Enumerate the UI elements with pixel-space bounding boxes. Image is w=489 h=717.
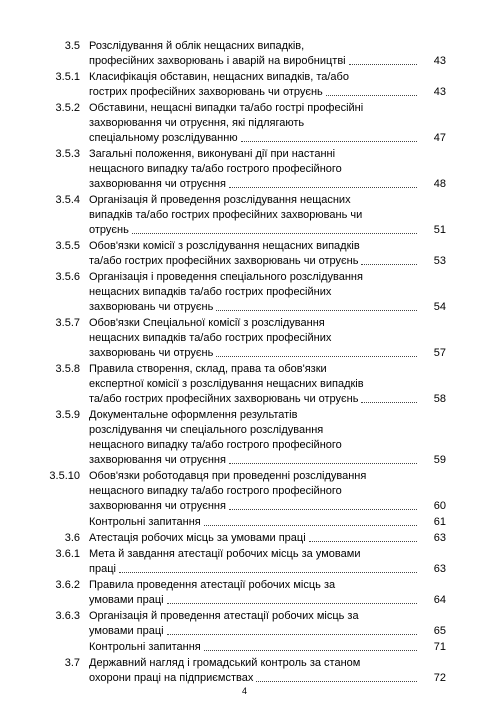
title-line: [89, 208, 420, 223]
title-text: Документальне оформлення результатів: [89, 409, 298, 421]
title-line: [89, 671, 420, 686]
dot-leader: [256, 671, 417, 682]
title-text: захворювань чи отруєнь: [89, 301, 214, 313]
section-title: [89, 270, 446, 315]
page-ref: 60: [433, 500, 446, 512]
title-text: захворювання чи отруєння: [89, 454, 226, 466]
title-line: [89, 547, 420, 562]
title-line: [89, 131, 420, 146]
dot-leader: [361, 254, 417, 265]
toc-entry: [46, 362, 446, 407]
section-number: 3.5.2: [55, 102, 80, 114]
section-title: [89, 147, 446, 192]
title-line: [89, 116, 420, 131]
page-ref: 61: [433, 516, 446, 528]
toc-entry: [46, 408, 446, 468]
title-text: охорони праці на підприємствах: [89, 672, 254, 684]
toc-entry: [46, 147, 446, 192]
section-title: [89, 515, 446, 530]
dot-leader: [229, 453, 417, 464]
title-text: Організація і проведення спеціального розслідування: [89, 271, 363, 283]
toc-entry: [46, 193, 446, 238]
section-title: [89, 239, 446, 269]
title-text: Правила проведення атестації робочих місць за: [89, 579, 336, 591]
toc-entry: [46, 515, 446, 530]
section-title: [89, 656, 446, 686]
title-line: [89, 300, 420, 315]
title-text: нещасного випадку та/або гострого професійного: [89, 485, 342, 497]
section-title: [89, 578, 446, 608]
title-line: [89, 640, 420, 655]
toc-entry: [46, 469, 446, 514]
title-line: [89, 147, 420, 162]
section-title: [89, 362, 446, 407]
dot-leader: [229, 177, 417, 188]
title-text: захворювання чи отруєння, які підлягають: [89, 117, 305, 129]
section-title: [89, 609, 446, 639]
dot-leader: [167, 624, 417, 635]
title-text: та/або гострих професійних захворювань чи отруєнь: [89, 393, 359, 405]
title-line: [89, 484, 420, 499]
title-text: Розслідування й облік нещасних випадків,: [89, 40, 305, 52]
title-line: [89, 423, 420, 438]
title-line: [89, 609, 420, 624]
toc-entry: [46, 531, 446, 546]
title-text: Державний нагляд і громадський контроль за станом: [89, 657, 361, 669]
title-text: гострих професійних захворювань чи отруєнь: [89, 86, 323, 98]
section-number: 3.6: [64, 532, 80, 544]
table-of-contents: [46, 39, 446, 687]
section-title: [89, 101, 446, 146]
section-number: 3.5: [64, 40, 80, 52]
title-line: [89, 515, 420, 530]
title-line: [89, 254, 420, 269]
page-ref: 54: [433, 301, 446, 313]
section-title: [89, 70, 446, 100]
page-ref: 65: [433, 625, 446, 637]
title-text: експертної комісії з розслідування нещасних випадків: [89, 378, 364, 390]
toc-entry: [46, 316, 446, 361]
title-text: отруєнь: [89, 224, 129, 236]
title-text: Контрольні запитання: [89, 641, 201, 653]
toc-entry: [46, 101, 446, 146]
title-line: [89, 362, 420, 377]
title-line: [89, 469, 420, 484]
section-title: [89, 39, 446, 69]
section-number: [46, 640, 89, 655]
dot-leader: [216, 300, 417, 311]
title-line: [89, 270, 420, 285]
toc-entry: [46, 70, 446, 100]
section-title: [89, 469, 446, 514]
section-title: [89, 547, 446, 577]
dot-leader: [204, 515, 417, 526]
title-line: [89, 285, 420, 300]
page-ref: 51: [433, 224, 446, 236]
page-number: 4: [241, 686, 247, 696]
title-line: [89, 331, 420, 346]
toc-entry: [46, 239, 446, 269]
dot-leader: [132, 223, 417, 234]
page-ref: 43: [433, 86, 446, 98]
title-line: [89, 578, 420, 593]
section-number: 3.6.1: [55, 548, 80, 560]
title-text: Обов'язки комісії з розслідування нещасних випадків: [89, 240, 360, 252]
title-text: спеціальному розслідуванню: [89, 132, 238, 144]
title-line: [89, 223, 420, 238]
title-text: умовами праці: [89, 625, 164, 637]
title-line: [89, 101, 420, 116]
title-text: умовами праці: [89, 594, 164, 606]
title-line: [89, 392, 420, 407]
page-ref: 64: [433, 594, 446, 606]
toc-entry: [46, 39, 446, 69]
dot-leader: [309, 531, 417, 542]
title-text: нещасного випадку та/або гострого професійного: [89, 439, 342, 451]
title-text: Атестація робочих місць за умовами праці: [89, 532, 306, 544]
dot-leader: [167, 593, 417, 604]
toc-entry: [46, 578, 446, 608]
section-number: 3.5.5: [55, 240, 80, 252]
dot-leader: [241, 131, 417, 142]
dot-leader: [204, 640, 417, 651]
title-line: [89, 531, 420, 546]
title-text: Класифікація обставин, нещасних випадків, та/або: [89, 71, 349, 83]
page-ref: 72: [433, 672, 446, 684]
dot-leader: [229, 499, 417, 510]
title-line: [89, 39, 420, 54]
title-line: [89, 408, 420, 423]
section-number: 3.5.8: [55, 363, 80, 375]
dot-leader: [361, 392, 417, 403]
page-ref: 58: [433, 393, 446, 405]
dot-leader: [326, 85, 417, 96]
title-line: [89, 453, 420, 468]
title-text: Мета й завдання атестації робочих місць за умовами: [89, 548, 361, 560]
title-text: захворювань чи отруєнь: [89, 347, 214, 359]
title-text: та/або гострих професійних захворювань чи отруєнь: [89, 255, 359, 267]
section-title: [89, 640, 446, 655]
title-text: Організація й проведення розслідування нещасних: [89, 194, 351, 206]
page-ref: 63: [433, 532, 446, 544]
section-title: [89, 408, 446, 468]
title-text: розслідування чи спеціального розслідування: [89, 424, 324, 436]
section-number: 3.6.3: [55, 610, 80, 622]
page-ref: 57: [433, 347, 446, 359]
section-title: [89, 193, 446, 238]
title-line: [89, 499, 420, 514]
section-number: 3.5.4: [55, 194, 80, 206]
section-title: [89, 531, 446, 546]
title-text: Правила створення, склад, права та обов'язки: [89, 363, 327, 375]
title-line: [89, 193, 420, 208]
title-line: [89, 377, 420, 392]
title-line: [89, 162, 420, 177]
dot-leader: [119, 562, 417, 573]
page-ref: 53: [433, 255, 446, 267]
title-text: Організація й проведення атестації робочих місць за: [89, 610, 359, 622]
title-line: [89, 593, 420, 608]
page-ref: 48: [433, 178, 446, 190]
toc-entry: [46, 270, 446, 315]
section-number: 3.5.6: [55, 271, 80, 283]
title-line: [89, 70, 420, 85]
dot-leader: [216, 346, 417, 357]
toc-entry: [46, 640, 446, 655]
title-text: професійних захворювань і аварій на виробництві: [89, 55, 346, 67]
section-number: 3.5.1: [55, 71, 80, 83]
page-ref: 47: [433, 132, 446, 144]
page-ref: 63: [433, 563, 446, 575]
title-text: захворювання чи отруєння: [89, 500, 226, 512]
title-line: [89, 346, 420, 361]
title-line: [89, 624, 420, 639]
title-text: Обов'язки Спеціальної комісії з розслідування: [89, 317, 325, 329]
toc-entry: [46, 547, 446, 577]
title-text: праці: [89, 563, 116, 575]
title-text: захворювання чи отруєння: [89, 178, 226, 190]
title-text: Обов'язки роботодавця при проведенні розслідування: [89, 470, 367, 482]
title-line: [89, 316, 420, 331]
toc-entry: [46, 656, 446, 686]
section-number: 3.7: [64, 657, 80, 669]
page-ref: 71: [433, 641, 446, 653]
section-number: [46, 515, 89, 530]
title-line: [89, 656, 420, 671]
title-text: нещасного випадку та/або гострого професійного: [89, 163, 342, 175]
section-number: 3.6.2: [55, 579, 80, 591]
page-ref: 59: [433, 454, 446, 466]
section-number: 3.5.3: [55, 148, 80, 160]
title-text: Контрольні запитання: [89, 516, 201, 528]
title-line: [89, 438, 420, 453]
title-text: нещасних випадків та/або гострих професійних: [89, 332, 332, 344]
page-ref: 43: [433, 55, 446, 67]
section-title: [89, 316, 446, 361]
section-number: 3.5.10: [49, 470, 80, 482]
title-line: [89, 239, 420, 254]
title-text: нещасних випадків та/або гострих професійних: [89, 286, 332, 298]
title-line: [89, 177, 420, 192]
section-number: 3.5.9: [55, 409, 80, 421]
title-text: Обставини, нещасні випадки та/або гострі професійні: [89, 102, 364, 114]
toc-entry: [46, 609, 446, 639]
title-text: Загальні положення, виконувані дії при настанні: [89, 148, 336, 160]
title-line: [89, 85, 420, 100]
section-number: 3.5.7: [55, 317, 80, 329]
title-line: [89, 562, 420, 577]
title-line: [89, 54, 420, 69]
title-text: випадків та/або гострих професійних захворювань чи: [89, 209, 363, 221]
dot-leader: [349, 54, 417, 65]
